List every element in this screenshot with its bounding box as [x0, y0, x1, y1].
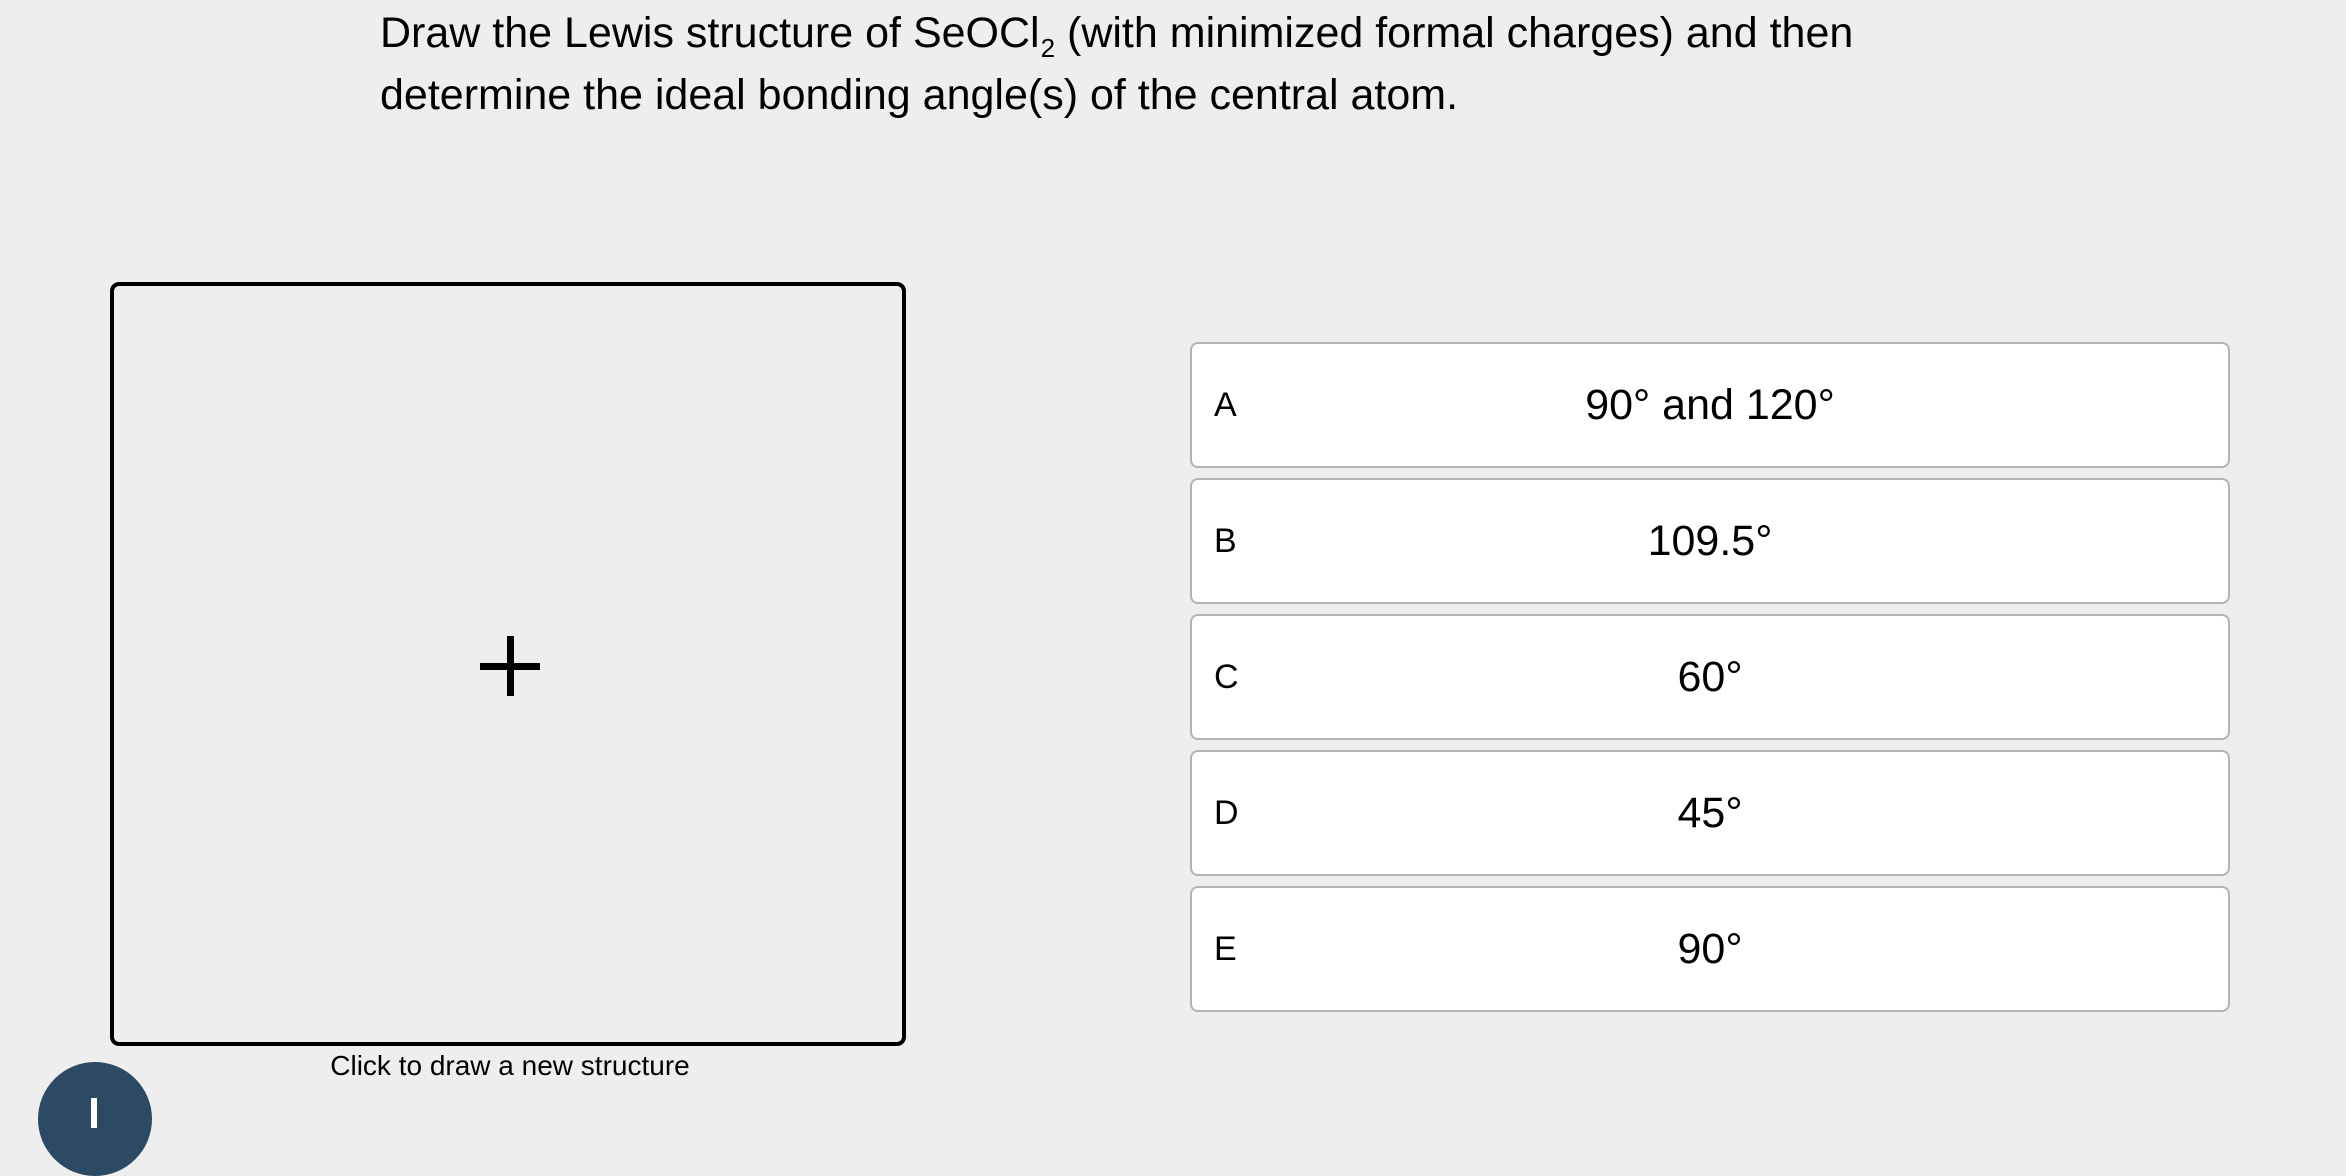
plus-icon[interactable] [480, 636, 540, 696]
question-text-after: (with minimized formal charges) and then [1055, 9, 1854, 57]
option-text: 109.5° [1647, 517, 1773, 565]
formula-subscript: 2 [1040, 33, 1056, 63]
option-letter: C [1214, 658, 1239, 696]
option-letter: A [1214, 386, 1237, 424]
question-line-2: determine the ideal bonding angle(s) of the central atom. [380, 71, 1459, 119]
question-line-1 [380, 2, 2280, 64]
question-text-before: Draw the Lewis structure of [380, 9, 913, 57]
option-text: 45° [1677, 789, 1743, 837]
answer-option-b[interactable] [1190, 478, 2230, 604]
option-letter: D [1214, 794, 1239, 832]
draw-caption: Click to draw a new structure [330, 1050, 690, 1081]
answer-options [1190, 342, 2230, 1022]
answer-option-e[interactable] [1190, 886, 2230, 1012]
floating-action-button[interactable] [38, 1062, 152, 1176]
option-text: 90° and 120° [1585, 381, 1835, 429]
option-letter: E [1214, 930, 1237, 968]
formula-main: SeOCl [912, 9, 1040, 57]
option-text: 90° [1677, 925, 1743, 973]
answer-option-c[interactable] [1190, 614, 2230, 740]
answer-option-a[interactable] [1190, 342, 2230, 468]
answer-option-d[interactable] [1190, 750, 2230, 876]
option-text: 60° [1677, 653, 1743, 701]
fab-plus-icon [91, 1098, 97, 1128]
question-text [380, 2, 2280, 126]
chemical-formula [913, 2, 1055, 64]
option-letter: B [1214, 522, 1237, 560]
